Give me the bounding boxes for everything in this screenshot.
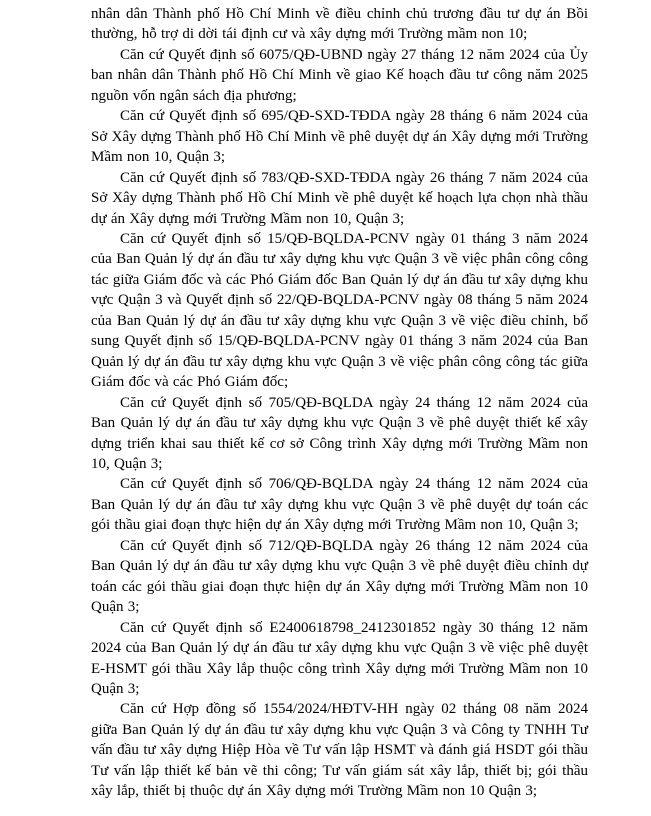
paragraph: Căn cứ Quyết định số 15/QĐ-BQLDA-PCNV ngày 01 tháng 3 năm 2024 của Ban Quản lý dự án đầu tư xây dựng khu vực Quận 3 về việc phân công công tác giữa Giám đốc và các Phó Giám đốc Ban Quản lý dự án đầu tư xây dựng khu vực Quận 3 và Quyết định số 22/QĐ-BQLDA-PCNV ngày 08 tháng 5 năm 2024 của Ban Quản lý dự án đầu tư xây dựng khu vực Quận 3 về việc điều chỉnh, bổ sung Quyết định số 15/QĐ-BQLDA-PCNV ngày 01 tháng 3 năm 2024 của Ban Quản lý dự án đầu tư xây dựng khu vực Quận 3 về việc phân công công tác giữa Giám đốc và các Phó Giám đốc; — [91, 230, 588, 391]
paragraph: Căn cứ Quyết định số 783/QĐ-SXD-TĐDA ngày 26 tháng 7 năm 2024 của Sở Xây dựng Thành phố Hồ Chí Minh về phê duyệt kế hoạch lựa chọn nhà thầu dự án Xây dựng mới Trường Mầm non 10, Quận 3; — [91, 169, 588, 227]
paragraph: Căn cứ Quyết định số E2400618798_2412301852 ngày 30 tháng 12 năm 2024 của Ban Quản lý dự án đầu tư xây dựng khu vực Quận 3 về việc phê duyệt E-HSMT gói thầu Xây lắp thuộc công trình Xây dựng mới Trường Mầm non 10 Quận 3; — [91, 619, 588, 697]
paragraph: Căn cứ Quyết định số 712/QĐ-BQLDA ngày 26 tháng 12 năm 2024 của Ban Quản lý dự án đầu tư xây dựng khu vực Quận 3 về phê duyệt điều chỉnh dự toán các gói thầu giai đoạn thực hiện dự án Xây dựng mới Trường Mầm non 10 Quận 3; — [91, 537, 588, 616]
paragraph: nhân dân Thành phố Hồ Chí Minh về điều chỉnh chủ trương đầu tư dự án Bồi thường, hỗ trợ di dời tái định cư và xây dựng mới Trường mầm non 10; — [91, 6, 588, 43]
paragraph: Căn cứ Quyết định số 695/QĐ-SXD-TĐDA ngày 28 tháng 6 năm 2024 của Sở Xây dựng Thành phố Hồ Chí Minh về phê duyệt dự án Xây dựng mới Trường Mầm non 10, Quận 3; — [91, 108, 588, 166]
paragraph: Căn cứ Hợp đồng số 1554/2024/HĐTV-HH ngày 02 tháng 08 năm 2024 giữa Ban Quản lý dự án đầu tư xây dựng khu vực Quận 3 và Công ty TNHH Tư vấn đầu tư xây dựng Hiệp Hòa về Tư vấn lập HSMT và đánh giá HSDT gói thầu Tư vấn lập thiết kế bản vẽ thi công; Tư vấn giám sát xây lắp, thiết bị; gói thầu xây lắp, thiết bị thuộc dự án Xây dựng mới Trường Mầm non 10 Quận 3; — [91, 701, 588, 800]
paragraph: Căn cứ Quyết định số 6075/QĐ-UBND ngày 27 tháng 12 năm 2024 của Ủy ban nhân dân Thành phố Hồ Chí Minh về giao Kế hoạch đầu tư công năm 2025 nguồn vốn ngân sách địa phương; — [91, 46, 588, 104]
paragraph: Căn cứ Quyết định số 706/QĐ-BQLDA ngày 24 tháng 12 năm 2024 của Ban Quản lý dự án đầu tư xây dựng khu vực Quận 3 về phê duyệt dự toán các gói thầu giai đoạn thực hiện dự án Xây dựng mới Trường Mầm non 10, Quận 3; — [91, 476, 588, 534]
document-body — [91, 4, 588, 802]
paragraph: Căn cứ Quyết định số 705/QĐ-BQLDA ngày 24 tháng 12 năm 2024 của Ban Quản lý dự án đầu tư xây dựng khu vực Quận 3 về phê duyệt thiết kế xây dựng triển khai sau thiết kế cơ sở Công trình Xây dựng mới Trường Mầm non 10, Quận 3; — [91, 394, 588, 472]
